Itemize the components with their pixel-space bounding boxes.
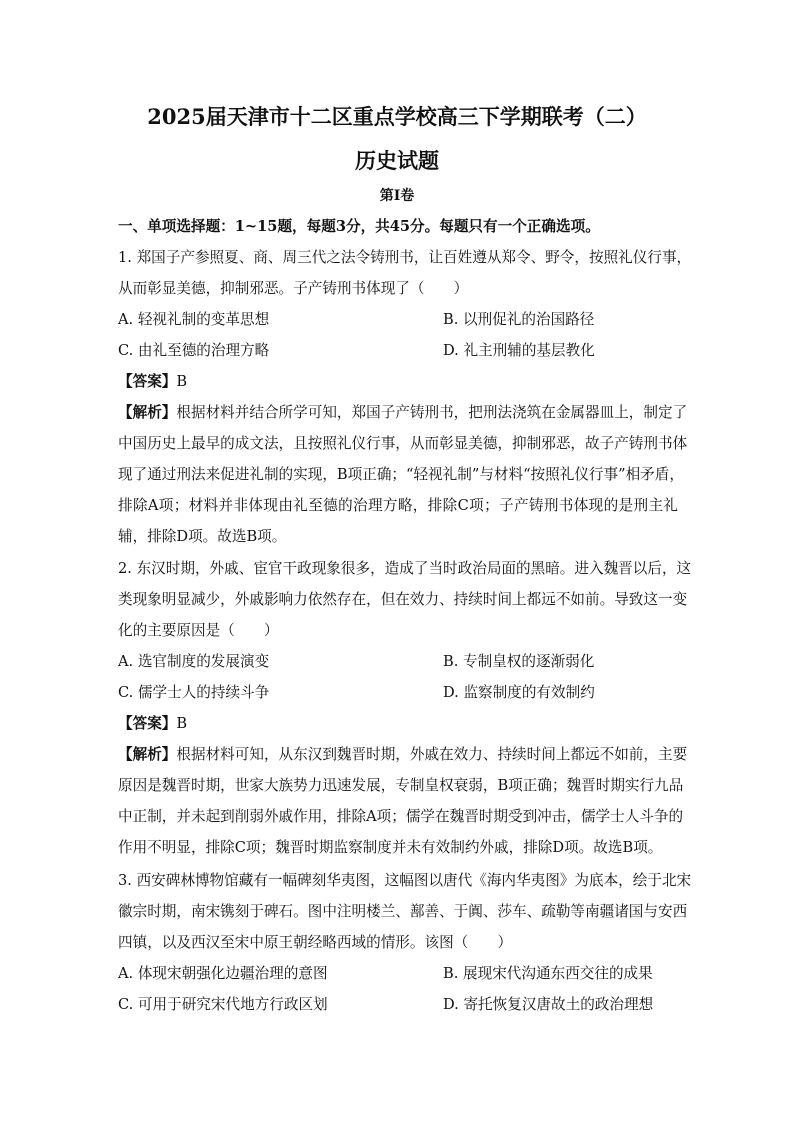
q3-stem-line-2: 徽宗时期，南宋镌刻于碑石。图中注明楼兰、鄯善、于阗、莎车、疏勒等南疆诸国与安西 — [118, 903, 688, 920]
q2-option-a: A. 选官制度的发展演变 — [118, 653, 270, 670]
q1-analysis-line-4: 排除A项；材料并非体现由礼至德的治理方略，排除C项；子产铸刑书体现的是刑主礼 — [118, 497, 678, 514]
q1-option-b: B. 以刑促礼的治国路径 — [443, 311, 595, 328]
answer-value: B — [176, 715, 188, 732]
q3-stem-line-3: 四镇，以及西汉至宋中原王朝经略西域的情形。该图（ ） — [118, 934, 513, 951]
q1-option-d: D. 礼主刑辅的基层教化 — [443, 342, 595, 359]
q2-analysis-line-1 — [118, 745, 688, 765]
q2-stem-line-1: 2. 东汉时期，外戚、宦官干政现象很多，造成了当时政治局面的黑暗。进入魏晋以后，这 — [118, 560, 692, 577]
q1-analysis-line-3: 现了通过刑法来促进礼制的实现，B项正确；“轻视礼制”与材料“按照礼仪行事”相矛盾， — [118, 466, 684, 483]
q1-analysis-line-5: 辅，排除D项。故选B项。 — [118, 528, 287, 545]
analysis-text: 根据材料并结合所学可知，郑国子产铸刑书，把刑法浇筑在金属器皿上，制定了 — [176, 404, 688, 421]
q3-stem-line-1: 3. 西安碑林博物馆藏有一幅碑刻华夷图，这幅图以唐代《海内华夷图》为底本，绘于北宋 — [118, 872, 692, 889]
q2-analysis-line-4: 作用不明显，排除C项；魏晋时期监察制度并未有效制约外戚，排除D项。故选B项。 — [118, 839, 663, 856]
analysis-label: 【解析】 — [118, 404, 177, 421]
section-heading: 一、单项选择题：1~15题，每题3分，共45分。每题只有一个正确选项。 — [118, 218, 600, 235]
q2-answer — [118, 714, 678, 734]
q3-option-b: B. 展现宋代沟通东西交往的成果 — [443, 965, 653, 982]
q1-analysis-line-1 — [118, 403, 688, 423]
q1-option-a: A. 轻视礼制的变革思想 — [118, 311, 270, 328]
q2-analysis-line-2: 原因是魏晋时期，世家大族势力迅速发展，专制皇权衰弱，B项正确；魏晋时期实行九品 — [118, 777, 684, 794]
analysis-label: 【解析】 — [118, 746, 177, 763]
q1-stem-line-1: 1. 郑国子产参照夏、商、周三代之法令铸刑书，让百姓遵从郑令、野令，按照礼仪行事， — [118, 249, 692, 266]
exam-subject: 历史试题 — [355, 148, 439, 173]
q1-option-c: C. 由礼至德的治理方略 — [118, 342, 270, 359]
q2-stem-line-2: 类现象明显减少，外戚影响力依然存在，但在效力、持续时间上都远不如前。导致这一变 — [118, 591, 688, 608]
q3-option-c: C. 可用于研究宋代地方行政区划 — [118, 996, 328, 1013]
q2-option-b: B. 专制皇权的逐渐弱化 — [443, 653, 595, 670]
q1-stem-line-2: 从而彰显美德，抑制邪恶。子产铸刑书体现了（ ） — [118, 280, 469, 297]
q1-answer — [118, 372, 678, 392]
q3-option-d: D. 寄托恢复汉唐故土的政治理想 — [443, 996, 654, 1013]
q1-analysis-line-2: 中国历史上最早的成文法，且按照礼仪行事，从而彰显美德，抑制邪恶，故子产铸刑书体 — [118, 435, 688, 452]
answer-label: 【答案】 — [118, 373, 177, 390]
q2-option-c: C. 儒学士人的持续斗争 — [118, 684, 270, 701]
analysis-text: 根据材料可知，从东汉到魏晋时期，外戚在效力、持续时间上都远不如前，主要 — [176, 746, 688, 763]
q2-analysis-line-3: 中正制，并未起到削弱外戚作用，排除A项；儒学在魏晋时期受到冲击，儒学士人斗争的 — [118, 808, 684, 825]
answer-label: 【答案】 — [118, 715, 177, 732]
q3-option-a: A. 体现宋朝强化边疆治理的意图 — [118, 965, 328, 982]
q2-option-d: D. 监察制度的有效制约 — [443, 684, 595, 701]
exam-title: 2025届天津市十二区重点学校高三下学期联考（二） — [147, 104, 647, 129]
q2-stem-line-3: 化的主要原因是（ ） — [118, 622, 279, 639]
answer-value: B — [176, 373, 188, 390]
volume-label: 第Ⅰ卷 — [379, 188, 415, 204]
